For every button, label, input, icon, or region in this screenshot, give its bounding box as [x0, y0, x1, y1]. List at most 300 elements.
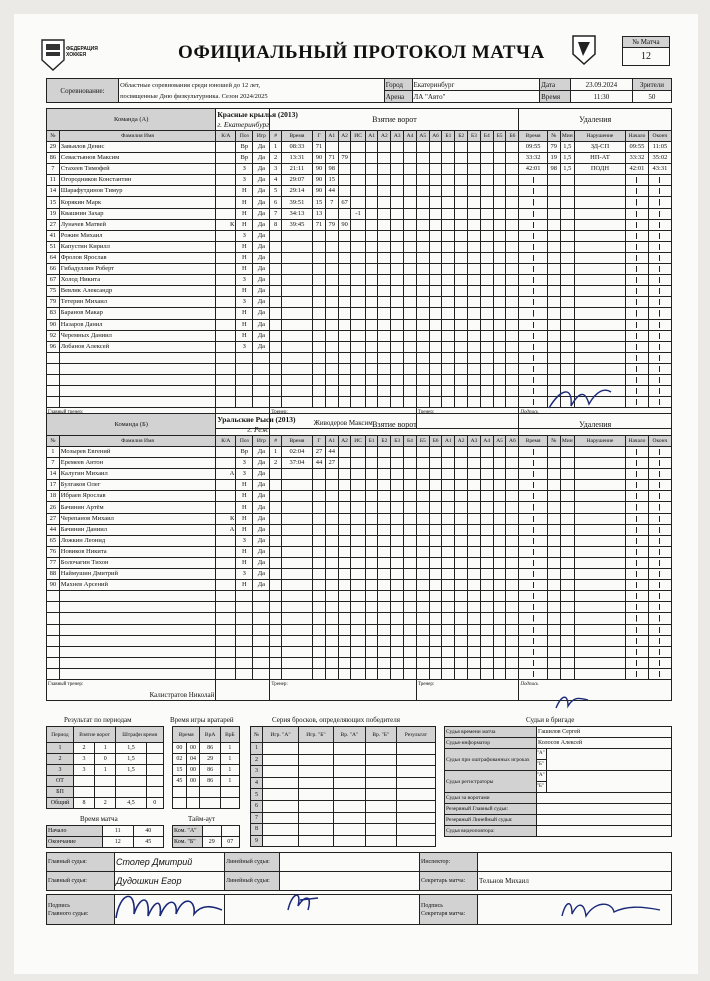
on-ice-cell [365, 275, 378, 286]
on-ice-cell [493, 230, 506, 241]
team_b-trainer-cell [270, 679, 416, 700]
goal-a2 [338, 591, 351, 602]
player-ka [216, 164, 236, 175]
team_a-pen-col-3: Нарушение [574, 131, 625, 142]
goal-n: 6 [270, 197, 281, 208]
periods-table [46, 726, 164, 809]
goal-a1 [325, 491, 338, 502]
table-row [173, 776, 240, 787]
shootout-title: Серия бросков, определяющих победителя [272, 716, 400, 724]
penalty-n [547, 264, 560, 275]
penalty-time [519, 491, 547, 502]
on-ice-cell [480, 646, 493, 657]
player-play: Да [253, 524, 270, 535]
on-ice-cell [468, 153, 481, 164]
goal-g [313, 330, 326, 341]
on-ice-cell [416, 613, 429, 624]
player-ka: А [216, 469, 236, 480]
on-ice-cell [378, 374, 391, 385]
goal-n [270, 386, 281, 397]
table-row [47, 524, 672, 535]
penalty-n [547, 469, 560, 480]
goal-g: 90 [313, 186, 326, 197]
goal-g [313, 569, 326, 580]
on-ice-cell [468, 275, 481, 286]
on-ice-cell [455, 252, 468, 263]
penalty-v [574, 275, 625, 286]
penalty-n [547, 524, 560, 535]
on-ice-cell [429, 230, 442, 241]
date-value: 23.09.2024 [571, 79, 633, 91]
goal-is [351, 657, 365, 668]
on-ice-cell [480, 374, 493, 385]
player-ka [216, 557, 236, 568]
player-n [47, 613, 60, 624]
penalty-n [547, 252, 560, 263]
team_a-col-2: К/А [216, 131, 236, 142]
goal-a1 [325, 557, 338, 568]
on-ice-cell [429, 624, 442, 635]
penalty-n: 19 [547, 153, 560, 164]
penalty-time [519, 513, 547, 524]
table-row [47, 230, 672, 241]
goal-a2 [338, 374, 351, 385]
penalty-time [519, 469, 547, 480]
player-pos [236, 646, 253, 657]
penalty-v [574, 546, 625, 557]
on-ice-cell [391, 341, 404, 352]
on-ice-cell [442, 319, 455, 330]
on-ice-cell [404, 264, 417, 275]
goal-n: 5 [270, 186, 281, 197]
player-pos: Н [236, 197, 253, 208]
on-ice-cell [506, 624, 519, 635]
on-ice-cell [429, 197, 442, 208]
penalty-v [574, 447, 625, 458]
player-n: 67 [47, 275, 60, 286]
penalty-start [626, 580, 649, 591]
on-ice-cell [391, 286, 404, 297]
on-ice-cell [429, 635, 442, 646]
penalty-end [648, 668, 671, 679]
table-row [47, 798, 164, 809]
goal-is [351, 480, 365, 491]
player-pos [236, 602, 253, 613]
on-ice-cell [468, 580, 481, 591]
penalty-start [626, 635, 649, 646]
on-ice-cell [455, 580, 468, 591]
penalty-time [519, 297, 547, 308]
player-ka [216, 264, 236, 275]
player-n: 66 [47, 264, 60, 275]
on-ice-cell [404, 513, 417, 524]
referee-name [537, 815, 672, 826]
on-ice-cell [416, 480, 429, 491]
on-ice-cell [442, 142, 455, 153]
on-ice-cell [416, 646, 429, 657]
on-ice-cell [493, 341, 506, 352]
on-ice-cell [404, 186, 417, 197]
penalty-min [560, 624, 574, 635]
penalty-end [648, 569, 671, 580]
on-ice-cell [468, 186, 481, 197]
penalty-time [519, 624, 547, 635]
match-time-title: Время матча [80, 815, 118, 823]
on-ice-cell [378, 197, 391, 208]
penalty-min: 1,5 [560, 142, 574, 153]
penalty-time [519, 308, 547, 319]
on-ice-cell [493, 668, 506, 679]
penalty-start [626, 591, 649, 602]
team_b-pen-col-5: Оконч [648, 436, 671, 447]
table-row [47, 624, 672, 635]
penalty-n [547, 319, 560, 330]
goal-g: 71 [313, 219, 326, 230]
period-b: 1 [95, 743, 116, 754]
penalty-v: ЗД-СП [574, 142, 625, 153]
penalty-start [626, 491, 649, 502]
period-pa [116, 787, 146, 798]
on-ice-cell [455, 657, 468, 668]
penalty-end [648, 397, 671, 408]
player-name: Луначев Матвей [59, 219, 216, 230]
on-ice-cell [416, 363, 429, 374]
penalty-v [574, 557, 625, 568]
on-ice-cell [442, 591, 455, 602]
on-ice-cell [455, 153, 468, 164]
penalty-end [648, 275, 671, 286]
on-ice-cell [493, 602, 506, 613]
team_b-trainer-label: Тренер: [271, 681, 288, 687]
on-ice-cell [455, 308, 468, 319]
table-row [173, 787, 240, 798]
penalty-n [547, 352, 560, 363]
on-ice-cell [442, 524, 455, 535]
penalty-n [547, 241, 560, 252]
on-ice-cell [391, 142, 404, 153]
on-ice-cell [378, 602, 391, 613]
table-row [47, 164, 672, 175]
penalty-n [547, 219, 560, 230]
on-ice-cell [391, 175, 404, 186]
on-ice-cell [416, 491, 429, 502]
goal-time [281, 602, 312, 613]
referee-role: Судьи при оштрафованных игроках [445, 749, 537, 771]
goal-n [270, 330, 281, 341]
linesman1-value [280, 853, 420, 872]
player-pos [236, 657, 253, 668]
on-ice-cell [404, 524, 417, 535]
on-ice-cell [404, 491, 417, 502]
goal-a2 [338, 363, 351, 374]
player-n: 86 [47, 153, 60, 164]
on-ice-cell [442, 469, 455, 480]
penalty-n [547, 447, 560, 458]
on-ice-cell [429, 524, 442, 535]
goal-time: 39:51 [281, 197, 312, 208]
player-n: 96 [47, 341, 60, 352]
on-ice-cell [480, 186, 493, 197]
period-pb: 0 [146, 798, 163, 809]
goal-g [313, 341, 326, 352]
penalty-n [547, 602, 560, 613]
on-ice-cell [493, 142, 506, 153]
penalty-start [626, 186, 649, 197]
goal-g [313, 580, 326, 591]
coach-a-signature-scribble [545, 382, 615, 416]
on-ice-cell [391, 646, 404, 657]
penalty-min [560, 480, 574, 491]
penalty-v [574, 252, 625, 263]
goal-is [351, 275, 365, 286]
goal-g [313, 264, 326, 275]
on-ice-cell [378, 397, 391, 408]
on-ice-cell [391, 502, 404, 513]
player-play [253, 646, 270, 657]
team_a-goal-col-2: Г [313, 131, 326, 142]
on-ice-cell [404, 352, 417, 363]
player-name [59, 397, 216, 408]
on-ice-cell [429, 319, 442, 330]
penalty-end [648, 341, 671, 352]
on-ice-cell [404, 197, 417, 208]
goal-a1 [325, 480, 338, 491]
penalty-min [560, 546, 574, 557]
on-ice-cell [442, 197, 455, 208]
penalty-time [519, 557, 547, 568]
goal-g [313, 513, 326, 524]
player-ka [216, 591, 236, 602]
table-row [47, 480, 672, 491]
secretary-sign-label [420, 895, 478, 925]
on-ice-cell [429, 557, 442, 568]
player-play: Да [253, 208, 270, 219]
player-n: 51 [47, 241, 60, 252]
period-b [95, 776, 116, 787]
on-ice-cell [506, 386, 519, 397]
player-pos: Н [236, 502, 253, 513]
on-ice-cell [429, 491, 442, 502]
goal-n: 1 [270, 142, 281, 153]
team_b-col-3: Поз [236, 436, 253, 447]
on-ice-cell [480, 297, 493, 308]
table-row [251, 777, 436, 789]
on-ice-cell [468, 341, 481, 352]
player-n: 7 [47, 458, 60, 469]
table-row [251, 824, 436, 836]
goal-g [313, 308, 326, 319]
on-ice-cell [480, 657, 493, 668]
goal-g [313, 591, 326, 602]
player-n: 77 [47, 557, 60, 568]
player-name: Севастьянов Максим [59, 153, 216, 164]
goalie-b-col: ВрБ [220, 727, 239, 743]
penalty-start [626, 569, 649, 580]
on-ice-cell [391, 447, 404, 458]
on-ice-cell [442, 502, 455, 513]
on-ice-cell [404, 286, 417, 297]
secretary-sign-label-line1: Подпись [421, 902, 444, 909]
player-play [253, 668, 270, 679]
table-row [47, 447, 672, 458]
on-ice-cell [480, 363, 493, 374]
player-pos: З [236, 175, 253, 186]
penalty-min [560, 580, 574, 591]
on-ice-cell [429, 535, 442, 546]
team_a-goal-col-4: А2 [338, 131, 351, 142]
goal-g [313, 397, 326, 408]
goal-n [270, 646, 281, 657]
on-ice-cell [416, 535, 429, 546]
goal-a2: 90 [338, 219, 351, 230]
on-ice-cell [455, 352, 468, 363]
shootout-table [250, 726, 436, 847]
player-n: 11 [47, 175, 60, 186]
goal-g [313, 502, 326, 513]
on-ice-cell [378, 657, 391, 668]
goalie-a: 86 [200, 776, 220, 787]
penalty-start [626, 264, 649, 275]
on-ice-cell [468, 624, 481, 635]
on-ice-cell [391, 397, 404, 408]
goal-is [351, 646, 365, 657]
goal-a1 [325, 208, 338, 219]
on-ice-cell [468, 164, 481, 175]
period-pb [146, 754, 163, 765]
on-ice-cell [493, 513, 506, 524]
goal-a1 [325, 624, 338, 635]
on-ice-cell [480, 330, 493, 341]
player-name [59, 635, 216, 646]
player-n [47, 591, 60, 602]
goal-time: 21:11 [281, 164, 312, 175]
penalty-n [547, 635, 560, 646]
goalie-m [173, 798, 187, 809]
on-ice-cell [480, 546, 493, 557]
player-n: 79 [47, 297, 60, 308]
table-row [47, 668, 672, 679]
player-play: Да [253, 491, 270, 502]
on-ice-cell [365, 591, 378, 602]
goal-a2 [338, 458, 351, 469]
penalty-v [574, 264, 625, 275]
penalty-time [519, 602, 547, 613]
player-ka [216, 657, 236, 668]
team_a-trainer: Живодеров Максим [313, 419, 373, 428]
on-ice-cell [455, 264, 468, 275]
on-ice-cell [468, 447, 481, 458]
goal-g [313, 469, 326, 480]
penalty-n [547, 557, 560, 568]
on-ice-cell [480, 275, 493, 286]
goal-a2 [338, 524, 351, 535]
goal-n [270, 241, 281, 252]
team_a-pen-col-1: № [547, 131, 560, 142]
on-ice-cell [493, 646, 506, 657]
linesman2-label: Линейный судья: [225, 872, 280, 891]
penalty-start [626, 341, 649, 352]
player-n: 75 [47, 286, 60, 297]
on-ice-cell [429, 241, 442, 252]
penalty-time [519, 657, 547, 668]
on-ice-cell [429, 164, 442, 175]
on-ice-cell [506, 275, 519, 286]
goal-n [270, 374, 281, 385]
on-ice-cell [455, 197, 468, 208]
table-row [445, 771, 672, 793]
player-n: 64 [47, 252, 60, 263]
on-ice-cell [404, 657, 417, 668]
shootout-no: 5 [251, 789, 263, 801]
on-ice-cell [442, 635, 455, 646]
goal-n: 4 [270, 175, 281, 186]
on-ice-cell [404, 252, 417, 263]
on-ice-cell [493, 635, 506, 646]
on-ice-cell [416, 241, 429, 252]
goal-a1 [325, 252, 338, 263]
on-ice-cell [493, 386, 506, 397]
player-n: 90 [47, 580, 60, 591]
on-ice-cell [416, 264, 429, 275]
player-name: Баранов Макар [59, 308, 216, 319]
team_b-goal-col-0: # [270, 436, 281, 447]
shootout-cell [263, 824, 299, 836]
on-ice-cell [378, 524, 391, 535]
penalty-v [574, 286, 625, 297]
goalie-b: 1 [220, 754, 239, 765]
player-ka [216, 535, 236, 546]
on-ice-cell [493, 591, 506, 602]
on-ice-cell [506, 252, 519, 263]
team-b-section [46, 413, 672, 701]
on-ice-cell [442, 164, 455, 175]
on-ice-cell [493, 397, 506, 408]
on-ice-cell [365, 546, 378, 557]
on-ice-cell [506, 397, 519, 408]
on-ice-cell [429, 208, 442, 219]
penalty-end [648, 535, 671, 546]
goal-n: 3 [270, 164, 281, 175]
on-ice-cell [378, 264, 391, 275]
team_b-goals-title: Взятие ворот [270, 414, 519, 436]
penalty-end [648, 602, 671, 613]
chief-sign-label-line2: Главного судьи: [48, 910, 89, 917]
goal-a1 [325, 535, 338, 546]
penalty-v: ПОДН [574, 164, 625, 175]
player-pos: Вр [236, 142, 253, 153]
player-name: Огородников Константин [59, 175, 216, 186]
on-ice-cell [455, 219, 468, 230]
goal-a2 [338, 502, 351, 513]
player-name: Холод Никита [59, 275, 216, 286]
player-name [59, 657, 216, 668]
on-ice-cell [391, 635, 404, 646]
on-ice-cell [416, 668, 429, 679]
on-ice-cell [506, 613, 519, 624]
goal-a1 [325, 397, 338, 408]
on-ice-cell [429, 657, 442, 668]
penalty-time [519, 264, 547, 275]
on-ice-cell [455, 297, 468, 308]
table-row [47, 142, 672, 153]
penalty-time [519, 363, 547, 374]
player-pos: Н [236, 546, 253, 557]
period-a: 2 [73, 743, 94, 754]
goal-a1 [325, 352, 338, 363]
on-ice-cell [404, 502, 417, 513]
goal-a2 [338, 308, 351, 319]
period-col: Период [47, 727, 74, 743]
